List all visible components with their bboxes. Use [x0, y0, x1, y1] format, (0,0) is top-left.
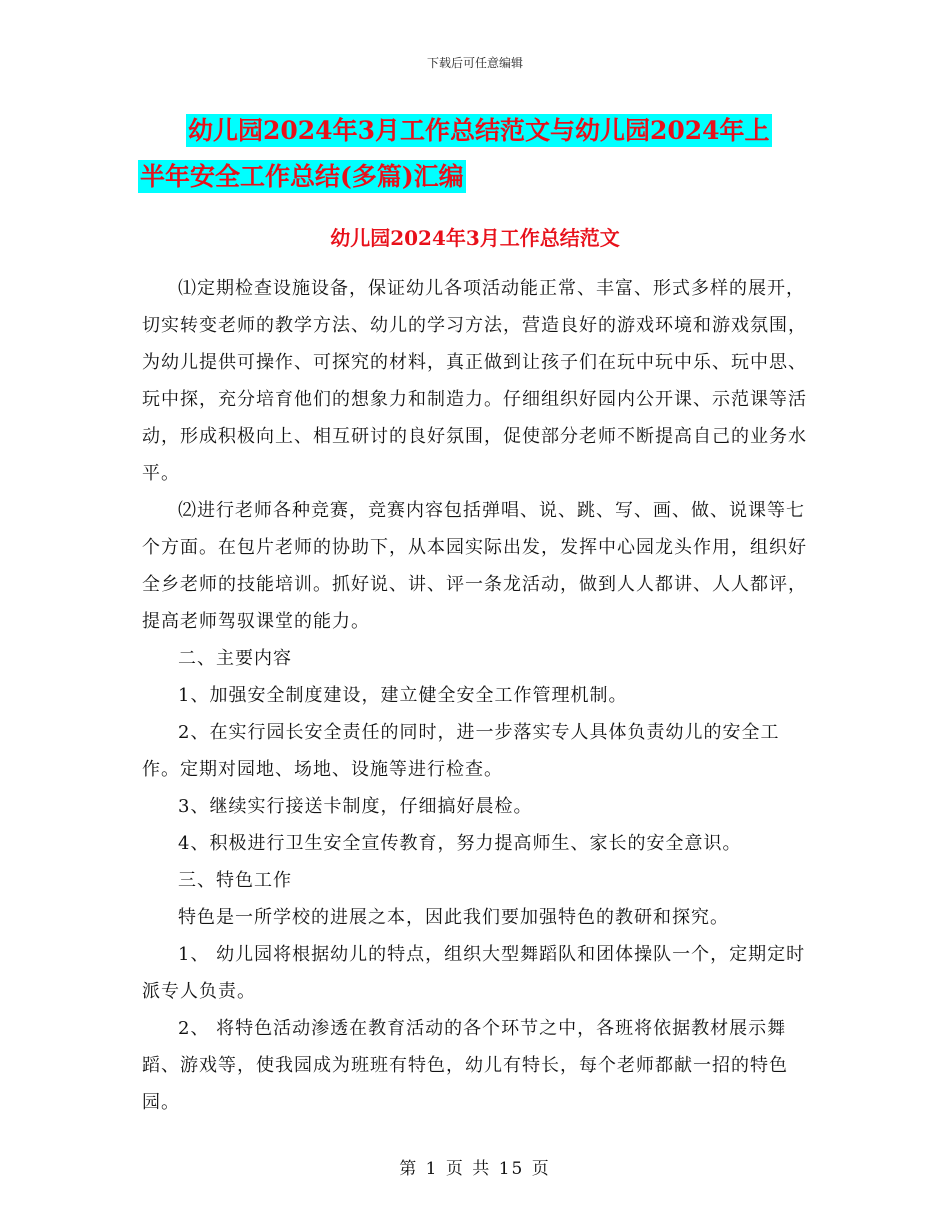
- section-title: 幼儿园2024年3月工作总结范文: [330, 226, 620, 250]
- list-item: 3、继续实行接送卡制度，仔细搞好晨检。: [178, 796, 533, 817]
- list-item: 1、 幼儿园将根据幼儿的特点，组织大型舞蹈队和团体操队一个，定期定时派专人负责。: [142, 944, 806, 1002]
- header-note: 下载后可任意编辑: [426, 56, 523, 70]
- paragraph: ⑴定期检查设施设备，保证幼儿各项活动能正常、丰富、形式多样的展开，切实转变老师的教学方法、幼儿的学习方法，营造良好的游戏环境和游戏氛围，为幼儿提供可操作、可探究的材料，真正做到让孩子们在玩中玩中乐、玩中思、玩中探，充分培育他们的想象力和制造力。仔细组织好园内公开课、示范课等活动，形成积极向上、相互研讨的良好氛围，促使部分老师不断提高自己的业务水平。: [142, 278, 807, 484]
- list-item: 2、在实行园长安全责任的同时，进一步落实专人具体负责幼儿的安全工作。定期对园地、场地、设施等进行检查。: [142, 722, 780, 780]
- heading-main-content: 二、主要内容: [178, 648, 292, 669]
- document-body: [142, 270, 814, 1121]
- title-line-1: 幼儿园2024年3月工作总结范文与幼儿园2024年上: [188, 116, 770, 145]
- list-item: 2、 将特色活动渗透在教育活动的各个环节之中，各班将依据教材展示舞蹈、游戏等，使我园成为班班有特色，幼儿有特长，每个老师都献一招的特色园。: [142, 1018, 788, 1113]
- title-line-2: 半年安全工作总结(多篇)汇编: [140, 162, 464, 191]
- paragraph: ⑵进行老师各种竞赛，竞赛内容包括弹唱、说、跳、写、画、做、说课等七个方面。在包片老师的协助下，从本园实际出发，发挥中心园龙头作用，组织好全乡老师的技能培训。抓好说、讲、评一条龙活动，做到人人都讲、人人都评，提高老师驾驭课堂的能力。: [142, 500, 807, 632]
- heading-special-work: 三、特色工作: [178, 870, 292, 891]
- paragraph: 特色是一所学校的进展之本，因此我们要加强特色的教研和探究。: [178, 907, 729, 928]
- list-item: 1、加强安全制度建设，建立健全安全工作管理机制。: [178, 685, 628, 706]
- list-item: 4、积极进行卫生安全宣传教育，努力提高师生、家长的安全意识。: [178, 833, 742, 854]
- page-number: 第 1 页 共 15 页: [399, 1159, 551, 1179]
- document-title: [140, 108, 826, 200]
